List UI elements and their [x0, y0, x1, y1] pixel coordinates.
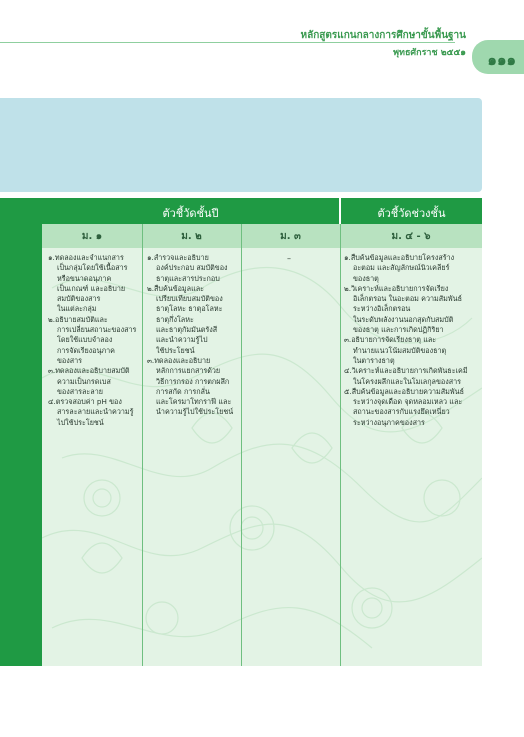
indicator-line: ๑.ทดลองและจำแนกสาร — [48, 253, 124, 262]
indicator-line: ๒.วิเคราะห์และอธิบายการจัดเรียง — [344, 283, 449, 293]
indicator-line: วิธีการกรอง การตกผลึก — [156, 376, 230, 386]
page-number: ๑๑๑ — [487, 51, 516, 69]
column-divider — [241, 224, 242, 666]
cell-m4-6-indicators — [344, 253, 480, 428]
indicator-line: ๕.สืบค้นข้อมูลและอธิบายความสัมพันธ์ — [344, 386, 464, 396]
column-divider — [142, 224, 143, 666]
indicator-line: ระหว่างจุดเดือด จุดหลอมเหลว และ — [353, 397, 463, 407]
info-box — [0, 98, 482, 192]
grade-m4-6: ม. ๔ - ๖ — [391, 231, 431, 242]
grade-m2: ม. ๒ — [181, 231, 202, 242]
indicator-line: และโครมาโทกราฟี และ — [156, 397, 232, 407]
header-indicator-per-year: ตัวชี้วัดชั้นปี — [162, 207, 219, 220]
indicator-line: สารละลายและนำความรู้ — [57, 407, 134, 417]
indicator-line: เปรียบเทียบสมบัติของ — [156, 294, 223, 304]
grade-m1: ม. ๑ — [81, 231, 103, 242]
indicator-line: ๓.ทดลองและอธิบายสมบัติ — [48, 366, 130, 376]
indicator-line: ระหว่างอิเล็กตรอน — [353, 304, 411, 314]
indicator-line: ๓.อธิบายการจัดเรียงธาตุ และ — [344, 335, 437, 345]
indicator-line: ๑.สืบค้นข้อมูลและอธิบายโครงสร้าง — [344, 253, 455, 262]
indicator-line: ๔.ตรวจสอบค่า pH ของ — [48, 397, 122, 407]
indicator-line: ความเป็นกรดเบส — [57, 376, 111, 386]
indicator-line: การจัดเรียงอนุภาค — [57, 345, 115, 355]
indicator-line: สถานะของสารกับแรงยึดเหนี่ยว — [353, 407, 450, 417]
indicator-line: ในตารางธาตุ — [353, 355, 395, 365]
indicator-line: ในแต่ละกลุ่ม — [57, 304, 97, 314]
indicator-line: ไปใช้ประโยชน์ — [57, 417, 104, 427]
indicator-line: สมบัติของสาร — [57, 294, 101, 304]
indicator-line: หลักการแยกสารด้วย — [156, 366, 221, 376]
grade-m3: ม. ๓ — [280, 231, 301, 242]
indicator-line: และธาตุกัมมันตรังสี — [156, 325, 218, 335]
indicator-line: ๔.วิเคราะห์และอธิบายการเกิดพันธะเคมี — [344, 366, 468, 376]
cell-m1-indicators — [48, 253, 140, 428]
indicator-line: โดยใช้แบบจำลอง — [57, 335, 113, 345]
header-indicator-range: ตัวชี้วัดช่วงชั้น — [377, 207, 446, 220]
indicator-line: และนำความรู้ไป — [156, 335, 208, 345]
indicator-line: เป็นเกณฑ์ และอธิบาย — [57, 283, 126, 293]
indicator-line: ทำนายแนวโน้มสมบัติของธาตุ — [353, 345, 447, 355]
indicator-line: ธาตุกึ่งโลหะ — [156, 314, 194, 324]
indicator-line: ของธาตุ และการเกิดปฏิกิริยา — [353, 325, 444, 335]
indicator-line: ธาตุและสารประกอบ — [156, 273, 220, 283]
indicator-table — [42, 198, 482, 666]
header-title: หลักสูตรแกนกลางการศึกษาขั้นพื้นฐาน — [300, 30, 466, 41]
indicator-line: การสกัด การกลั่น — [156, 386, 210, 396]
left-band — [0, 198, 42, 666]
indicator-line: เป็นกลุ่มโดยใช้เนื้อสาร — [57, 263, 128, 273]
indicator-line: ๓.ทดลองและอธิบาย — [147, 355, 211, 365]
indicator-line: ใช้ประโยชน์ — [156, 345, 195, 355]
indicator-line: ในระดับพลังงานนอกสุดกับสมบัติ — [353, 314, 454, 324]
indicator-line: ของสารละลาย — [57, 386, 103, 396]
cell-m2-indicators — [147, 253, 239, 418]
indicator-line: ๑.สำรวจและอธิบาย — [147, 253, 209, 262]
indicator-line: ในโครงผลึกและในโมเลกุลของสาร — [353, 376, 461, 386]
indicator-line: การเปลี่ยนสถานะของสาร — [57, 325, 137, 335]
header-line — [0, 42, 455, 43]
indicator-line: ๒.อธิบายสมบัติและ — [48, 314, 108, 324]
indicator-line: ระหว่างอนุภาคของสาร — [353, 417, 425, 427]
indicator-line: อิเล็กตรอน ในอะตอม ความสัมพันธ์ — [353, 294, 462, 304]
indicator-line: ๒.สืบค้นข้อมูลและ — [147, 283, 204, 293]
column-divider — [340, 224, 341, 666]
indicator-line: ของธาตุ — [353, 273, 379, 283]
indicator-line: องค์ประกอบ สมบัติของ — [156, 263, 228, 273]
cell-m3-empty-dash: – — [287, 254, 291, 263]
indicator-line: ของสาร — [57, 355, 83, 365]
indicator-line: นำความรู้ไปใช้ประโยชน์ — [156, 407, 234, 417]
indicator-line: อะตอม และสัญลักษณ์นิวเคลียร์ — [353, 263, 450, 273]
indicator-line: หรือขนาดอนุภาค — [57, 273, 112, 283]
header-subtitle: พุทธศักราช ๒๕๕๑ — [393, 48, 466, 58]
indicator-line: ธาตุโลหะ ธาตุอโลหะ — [156, 304, 223, 314]
